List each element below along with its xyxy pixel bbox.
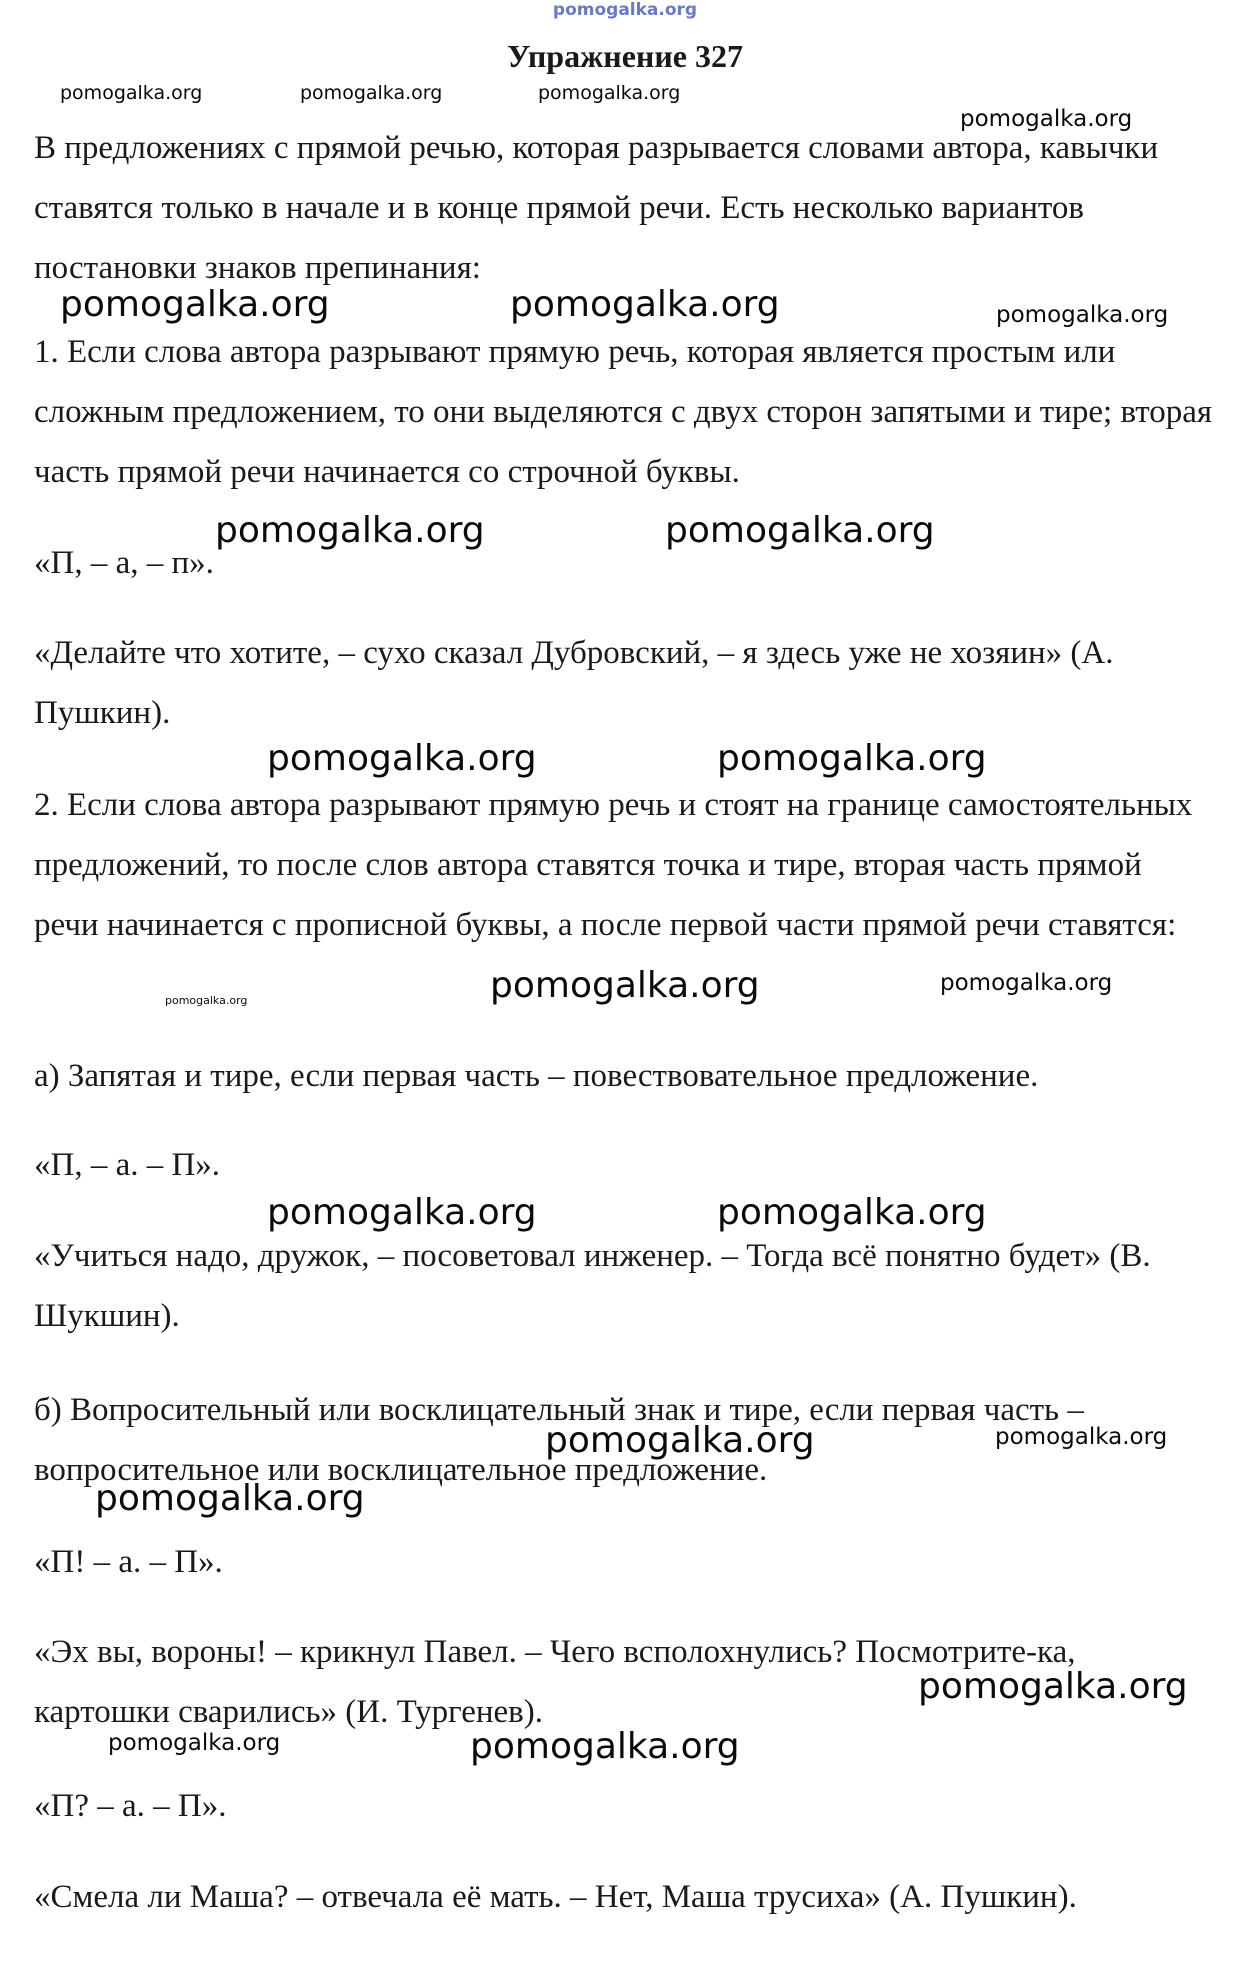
- watermark: pomogalka.org: [490, 965, 760, 1006]
- watermark: pomogalka.org: [717, 738, 987, 779]
- watermark: pomogalka.org: [940, 970, 1113, 996]
- watermark: pomogalka.org: [300, 82, 443, 104]
- scheme-1: «П, – а, – п».: [34, 545, 214, 581]
- watermark-top: pomogalka.org: [552, 0, 698, 20]
- paragraph-rule-2: 2. Если слова автора разрывают прямую речь и стоят на границе самостоятельных предложений, то после слов автора ставятся точка и тире, вторая часть прямой речи начинается с прописной буквы, а после первой части прямой речи ставятся:: [34, 787, 1193, 943]
- watermark: pomogalka.org: [995, 1424, 1168, 1450]
- watermark: pomogalka.org: [510, 284, 780, 325]
- scheme-2b-question: «П? – а. – П».: [34, 1788, 227, 1824]
- watermark: pomogalka.org: [996, 302, 1169, 328]
- watermark: pomogalka.org: [665, 510, 935, 551]
- example-2b-exclaim: «Эх вы, вороны! – крикнул Павел. – Чего всполохнулись? Посмотрите-ка, картошки сварились» (И. Тургенев).: [34, 1634, 1076, 1730]
- watermark: pomogalka.org: [918, 1666, 1188, 1707]
- watermark: pomogalka.org: [717, 1192, 987, 1233]
- example-1: «Делайте что хотите, – сухо сказал Дубровский, – я здесь уже не хозяин» (А. Пушкин).: [34, 635, 1114, 731]
- paragraph-rule-2b: б) Вопросительный или восклицательный знак и тире, если первая часть – вопросительное или восклицательное предложение.: [34, 1392, 1084, 1488]
- paragraph-intro: В предложениях с прямой речью, которая разрывается словами автора, кавычки ставятся только в начале и в конце прямой речи. Есть несколько вариантов постановки знаков препинания:: [34, 130, 1159, 286]
- watermark: pomogalka.org: [108, 1730, 281, 1756]
- example-2b-question: «Смела ли Маша? – отвечала её мать. – Нет, Маша трусиха» (А. Пушкин).: [34, 1879, 1077, 1915]
- watermark: pomogalka.org: [960, 106, 1133, 132]
- watermark: pomogalka.org: [95, 1478, 365, 1519]
- watermark: pomogalka.org: [215, 510, 485, 551]
- example-2a: «Учиться надо, дружок, – посоветовал инженер. – Тогда всё понятно будет» (В. Шукшин).: [34, 1238, 1151, 1334]
- scheme-2b-exclaim: «П! – а. – П».: [34, 1544, 223, 1580]
- watermark: pomogalka.org: [60, 284, 330, 325]
- watermark: pomogalka.org: [267, 1192, 537, 1233]
- paragraph-rule-2a: а) Запятая и тире, если первая часть – повествовательное предложение.: [34, 1058, 1039, 1094]
- exercise-title: Упражнение 327: [506, 38, 743, 74]
- paragraph-rule-1: 1. Если слова автора разрывают прямую речь, которая является простым или сложным предложением, то они выделяются с двух сторон запятыми и тире; вторая часть прямой речи начинается со строчной буквы.: [34, 334, 1213, 490]
- watermark: pomogalka.org: [470, 1726, 740, 1767]
- watermark: pomogalka.org: [60, 82, 203, 104]
- scheme-2a: «П, – а. – П».: [34, 1147, 221, 1183]
- watermark: pomogalka.org: [538, 82, 681, 104]
- watermark: pomogalka.org: [165, 994, 248, 1007]
- watermark: pomogalka.org: [545, 1420, 815, 1461]
- watermark: pomogalka.org: [267, 738, 537, 779]
